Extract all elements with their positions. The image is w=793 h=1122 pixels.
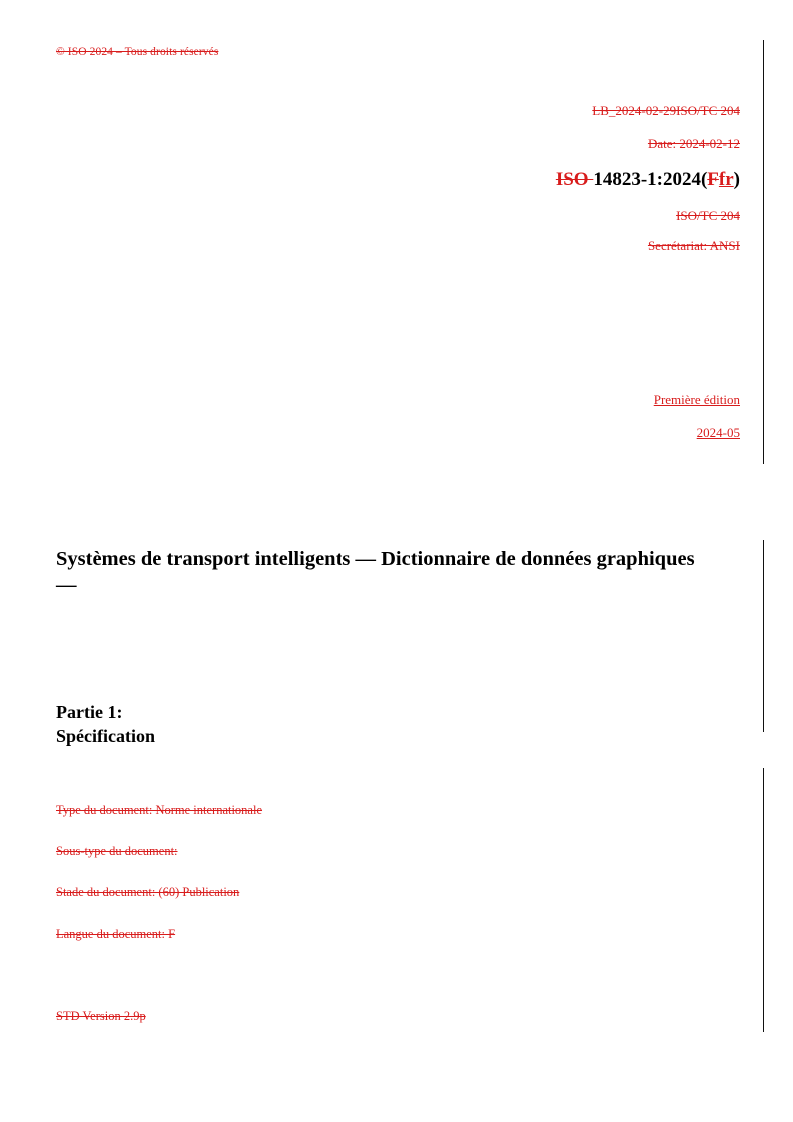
part-name: Spécification [56,726,155,747]
document-reference-main: 14823-1:2024( [593,169,708,190]
edition-date: 2024-05 [696,425,740,440]
metadata-document-type: Type du document: Norme internationale [56,803,263,817]
metadata-document-language: Langue du document: F [56,927,176,941]
part-number: Partie 1: [56,702,123,722]
document-reference-prefix: ISO [555,169,594,190]
document-reference [56,169,740,191]
change-bar-top [763,40,764,464]
document-reference-suffix: ) [733,169,740,190]
metadata-std-version: STD Version 2.9p [56,1009,146,1023]
change-bar-title [763,540,764,732]
copyright-notice: © ISO 2024 – Tous droits réservés [56,46,219,58]
document-reference-inserted-lang: fr [718,169,734,190]
edition-label: Première édition [653,392,740,407]
technical-committee: ISO/TC 204 [676,208,740,223]
document-date: Date: 2024-02-12 [647,136,740,151]
document-reference-deleted-lang: F [707,169,719,190]
lb-reference: LB_2024-02-29ISO/TC 204 [592,103,740,118]
secretariat: Secrétariat: ANSI [647,238,740,253]
document-title: Systèmes de transport intelligents — Dictionnaire de données graphiques — [56,548,695,597]
page-content [56,0,740,1122]
metadata-document-subtype: Sous-type du document: [56,844,178,858]
document-part-title [56,700,696,749]
metadata-document-stage: Stade du document: (60) Publication [56,885,240,899]
change-bar-metadata [763,768,764,1032]
